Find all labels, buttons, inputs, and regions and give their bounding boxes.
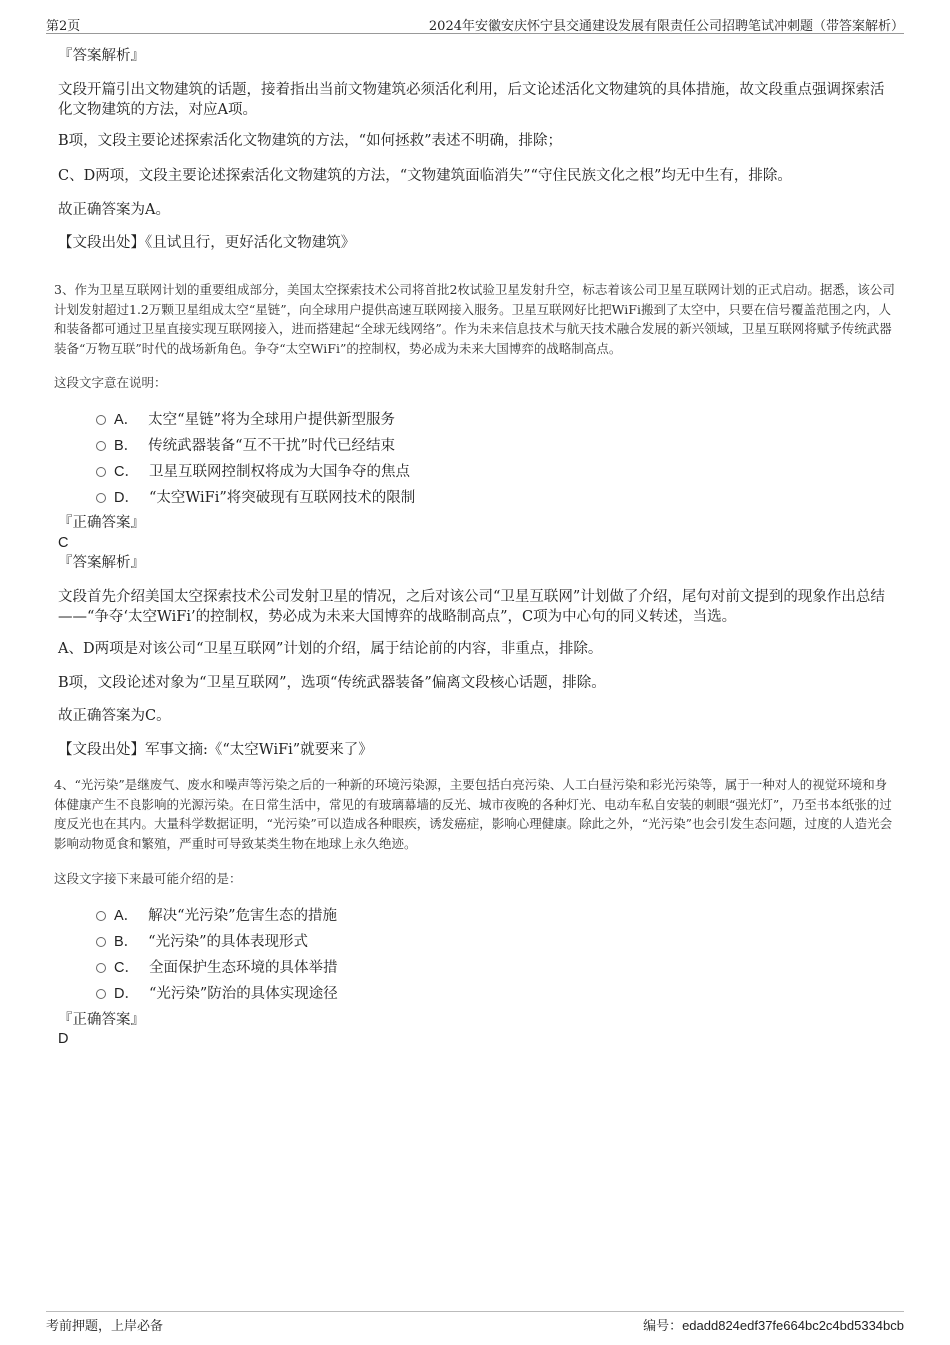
q4-option-d[interactable]: D． “光污染”防治的具体实现途径 [96,982,338,1002]
q3-answer: C [58,535,69,551]
q3-source: 【文段出处】军事文摘:《“太空WiFi”就要来了》 [58,742,373,758]
q4-option-a[interactable]: A． 解决“光污染”危害生态的措施 [96,904,337,924]
q2-analysis-para-4: 故正确答案为A。 [58,202,170,218]
q4-option-b[interactable]: B． “光污染”的具体表现形式 [96,930,308,950]
q4-stem: 4、“光污染”是继废气、废水和噪声等污染之后的一种新的环境污染源，主要包括白亮污染、人工白昼污染和彩光污染等，属于一种对人的视觉环境和身体健康产生不良影响的光源污染。在日常生活中，常见的有玻璃幕墙的反光、城市夜晚的各种灯光、电动车私自安装的刺眼“强光灯”，乃至书本纸张的过度反光也在其内。大量科学数据证明，“光污染”可以造成各种眼疾，诱发癌症，影响心理健康。除此之外，“光污染”也会引发生态问题，过度的人造光会影响动物觅食和繁殖，严重时可导致某类生物在地球上永久绝迹。 [54,777,893,851]
q3-option-c[interactable]: C． 卫星互联网控制权将成为大国争夺的焦点 [96,460,410,480]
document-code: 编号：edadd824edf37fe664bc2c4bd5334bcb [643,1318,904,1333]
q3-answer-heading: 『正确答案』 [58,515,145,531]
q2-analysis-heading: 『答案解析』 [58,48,145,64]
radio-icon[interactable] [96,911,106,921]
q3-analysis-para-4: 故正确答案为C。 [58,708,171,724]
page-header [46,14,904,34]
radio-icon[interactable] [96,937,106,947]
q3-stem: 3、作为卫星互联网计划的重要组成部分，美国太空探索技术公司将首批2枚试验卫星发射升空，标志着该公司卫星互联网计划的正式启动。据悉，该公司计划发射超过1.2万颗卫星组成太空“星链”，向全球用户提供高速互联网接入服务。卫星互联网好比把WiFi搬到了太空中，只要在信号覆盖范围之内，人和装备都可通过卫星直接实现互联网接入，进而搭建起“全球无线网络”。作为未来信息技术与航天技术融合发展的新兴领域，卫星互联网将赋予传统武器装备“万物互联”时代的战场新角色。争夺“太空WiFi”的控制权，势必成为未来大国博弈的战略制高点。 [54,282,895,356]
page-number: 第2页 [46,19,81,34]
q2-source: 【文段出处】《且试且行，更好活化文物建筑》 [58,235,356,251]
radio-icon[interactable] [96,493,106,503]
q3-prompt: 这段文字意在说明： [54,375,167,390]
document-title: 2024年安徽安庆怀宁县交通建设发展有限责任公司招聘笔试冲刺题（带答案解析） [428,19,904,34]
radio-icon[interactable] [96,989,106,999]
q3-analysis-para-2: A、D两项是对该公司“卫星互联网”计划的介绍，属于结论前的内容，非重点，排除。 [58,641,603,657]
q2-analysis-para-3: C、D两项，文段主要论述探索活化文物建筑的方法，“文物建筑面临消失”“守住民族文化之根”均无中生有，排除。 [58,168,792,184]
q4-answer-heading: 『正确答案』 [58,1012,145,1028]
q3-analysis-para-3: B项，文段论述对象为“卫星互联网”，选项“传统武器装备”偏离文段核心话题，排除。 [58,675,606,691]
radio-icon[interactable] [96,441,106,451]
q4-answer: D [58,1031,69,1047]
radio-icon[interactable] [96,467,106,477]
q4-option-c[interactable]: C． 全面保护生态环境的具体举措 [96,956,337,976]
q3-option-d[interactable]: D． “太空WiFi”将突破现有互联网技术的限制 [96,486,415,506]
q2-analysis-para-2: B项，文段主要论述探索活化文物建筑的方法，“如何拯救”表述不明确，排除； [58,133,562,149]
q3-option-b[interactable]: B． 传统武器装备“互不干扰”时代已经结束 [96,434,395,454]
page-footer [46,1311,904,1335]
radio-icon[interactable] [96,963,106,973]
q3-analysis-para-1: 文段首先介绍美国太空探索技术公司发射卫星的情况，之后对该公司“卫星互联网”计划做了介绍，尾句对前文提到的现象作出总结——“争夺‘太空WiFi’的控制权，势必成为未来大国博弈的战略制高点”，C项为中心句的同义转述，当选。 [58,589,885,625]
footer-slogan: 考前押题，上岸必备 [46,1319,164,1334]
q3-option-a[interactable]: A． 太空“星链”将为全球用户提供新型服务 [96,408,395,428]
radio-icon[interactable] [96,415,106,425]
q2-analysis-para-1: 文段开篇引出文物建筑的话题，接着指出当前文物建筑必须活化利用，后文论述活化文物建筑的具体措施，故文段重点强调探索活化文物建筑的方法，对应A项。 [58,82,885,118]
q4-prompt: 这段文字接下来最可能介绍的是： [54,871,242,886]
q3-analysis-heading: 『答案解析』 [58,555,145,571]
